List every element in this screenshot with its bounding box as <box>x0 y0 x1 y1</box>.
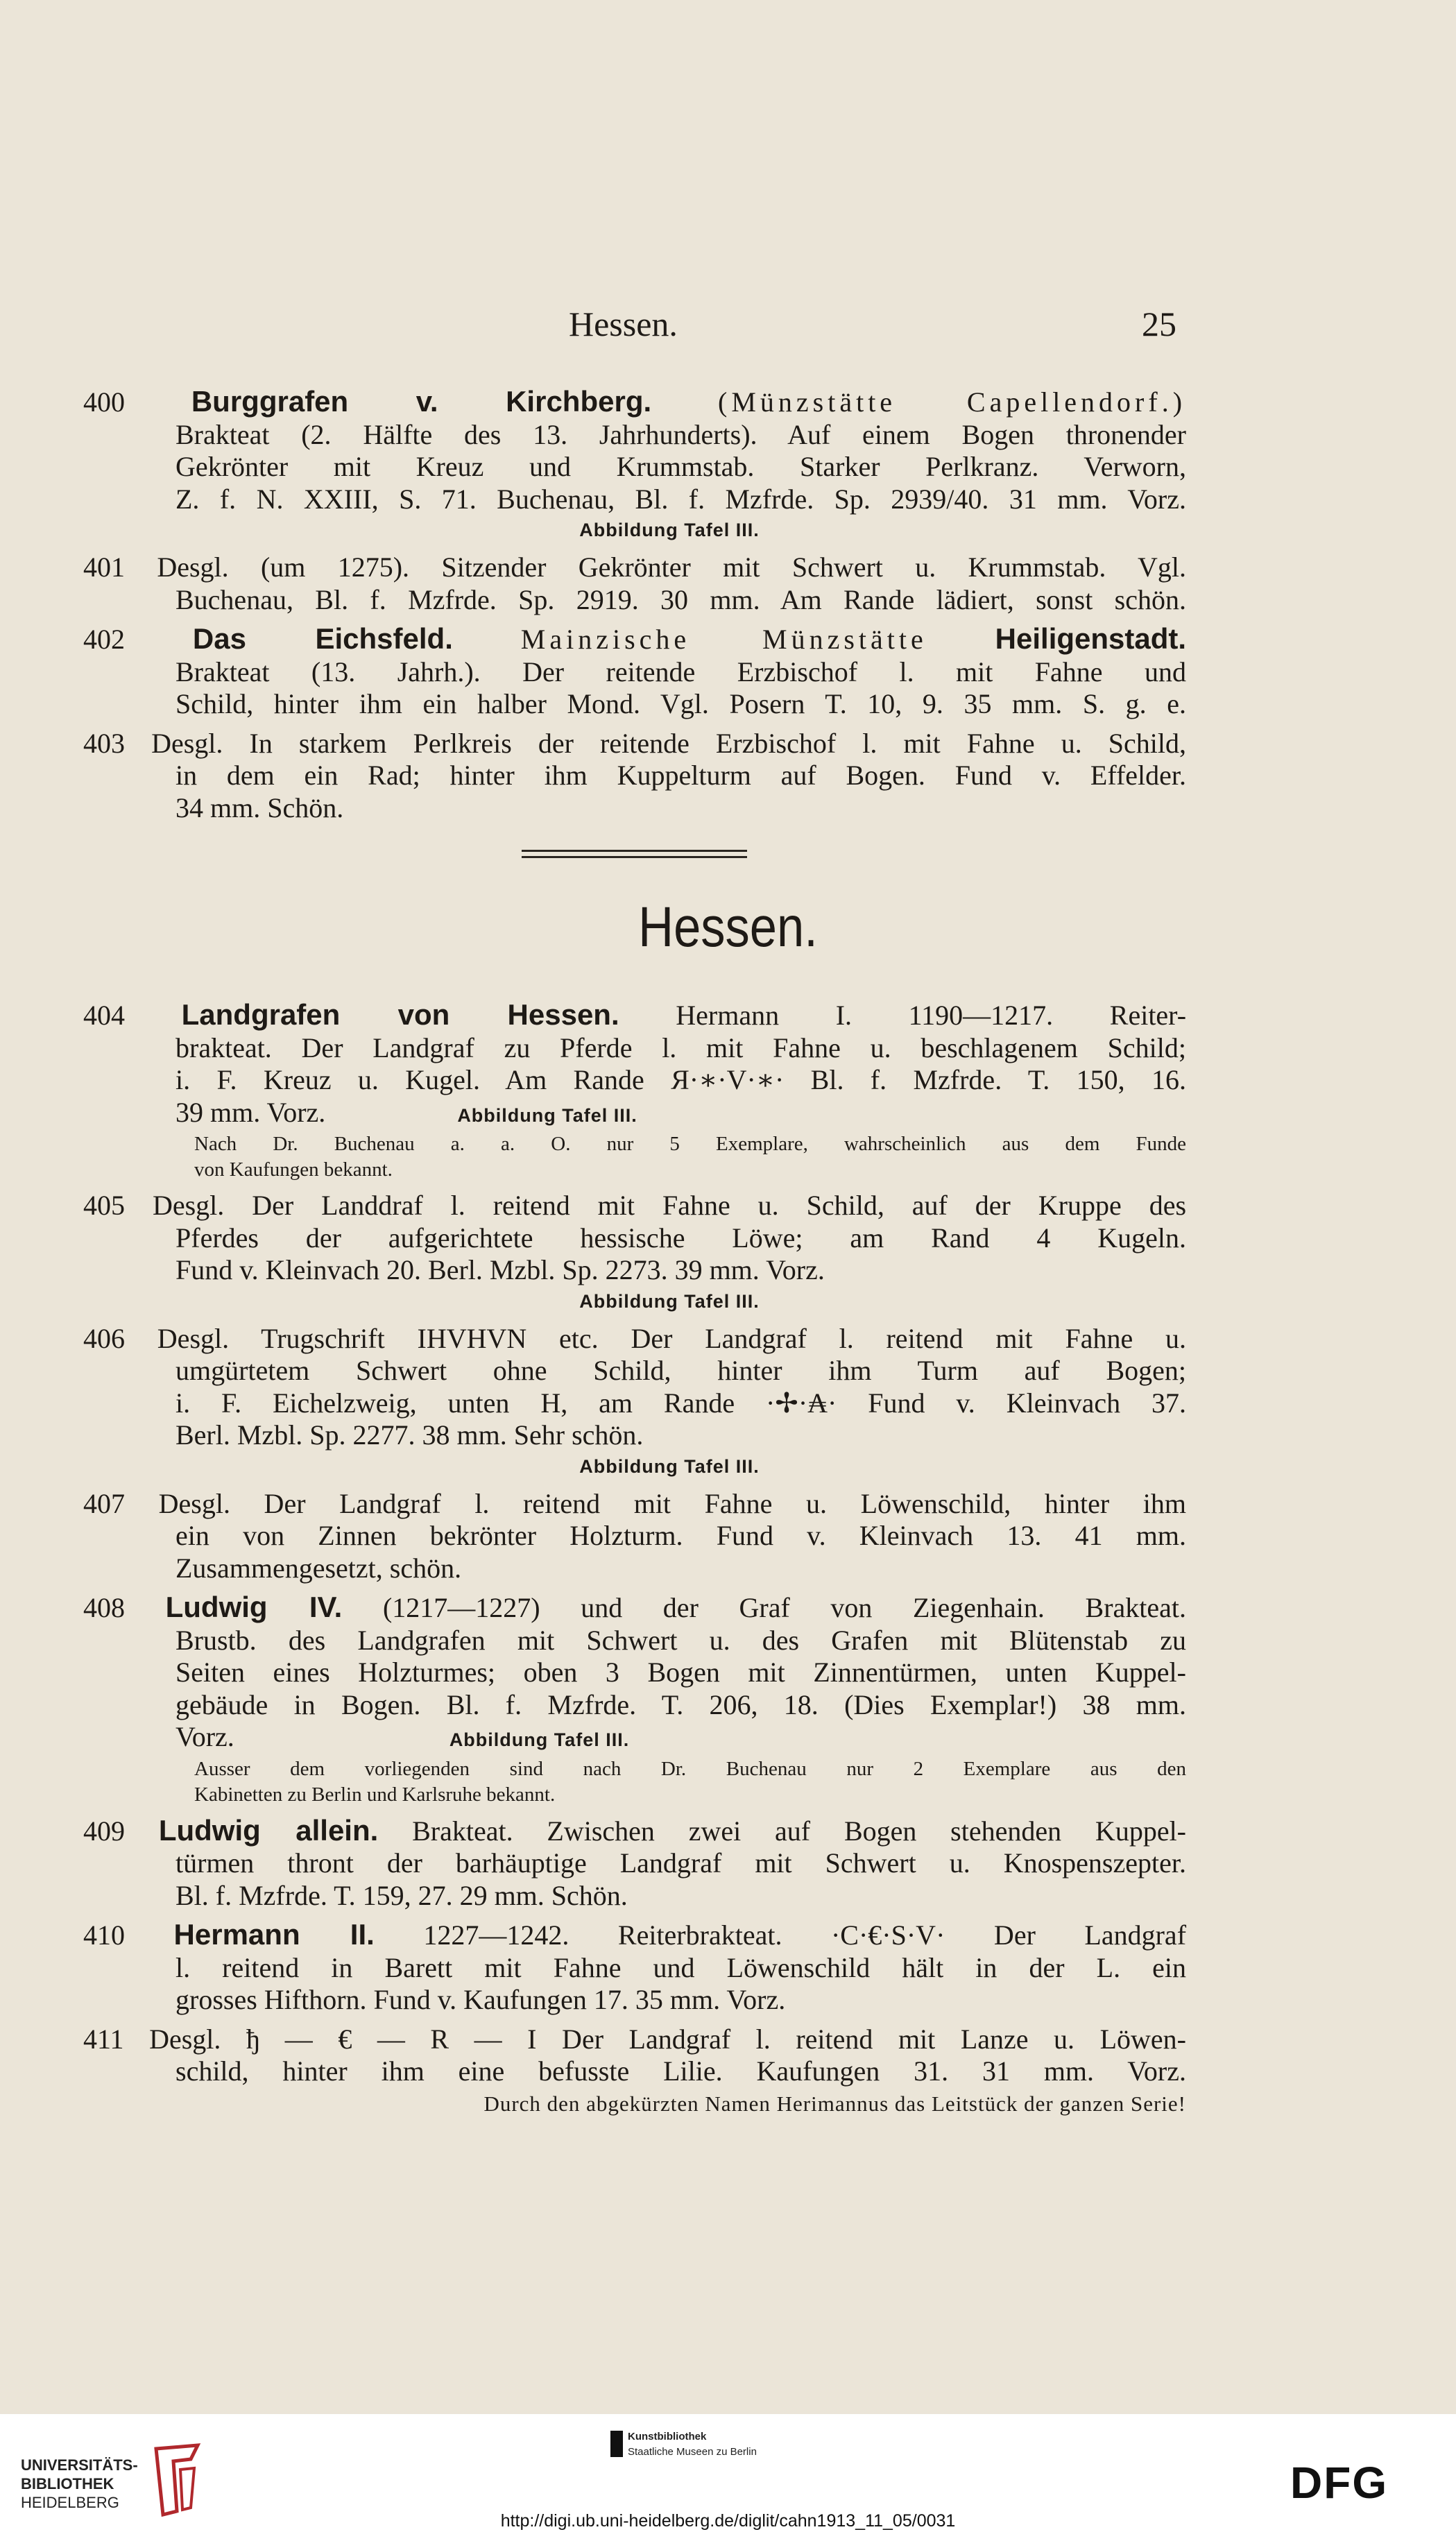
entry-number: 409 <box>83 1815 125 1847</box>
entry-text: i. F. Kreuz u. Kugel. Am Rande Я·∗·V·∗· Bl. f. Mzfrde. T. 150, 16. <box>175 1064 1186 1095</box>
entry-text: Hermann I. 1190—1217. Reiter- <box>676 1000 1187 1031</box>
note-text: Nach Dr. Buchenau a. a. O. nur 5 Exemplare, wahrscheinlich aus dem Funde <box>194 1133 1186 1155</box>
entry-text: Mainzische Münzstätte <box>520 624 927 655</box>
entry-text: Pferdes der aufgerichtete hessische Löwe; am Rand 4 Kugeln. <box>175 1222 1186 1254</box>
entry-text: Brakteat (2. Hälfte des 13. Jahrhunderts). Auf einem Bogen thronender <box>175 418 1186 450</box>
entry-heading: Ludwig IV. <box>165 1591 343 1623</box>
page-number: 25 <box>1142 305 1176 343</box>
entry-text: brakteat. Der Landgraf zu Pferde l. mit Fahne u. beschlagenem Schild; <box>175 1032 1186 1063</box>
kb-logo-line: Staatliche Museen zu Berlin <box>628 2446 757 2458</box>
catalog-entry-407 <box>83 1488 1186 1585</box>
kunstbibliothek-logo-icon <box>610 2431 623 2457</box>
catalog-entry-410 <box>83 1919 1186 2017</box>
entry-number: 404 <box>83 1000 125 1031</box>
entry-text: i. F. Eichelzweig, unten H, am Rande ·✢·₳· Fund v. Kleinvach 37. <box>175 1387 1186 1419</box>
plate-reference: Abbildung Tafel III. <box>579 520 760 540</box>
plate-reference: Abbildung Tafel III. <box>579 1455 760 1477</box>
entry-heading: Heiligenstadt. <box>995 622 1187 655</box>
catalog-lower <box>83 999 1186 2127</box>
entry-text: Berl. Mzbl. Sp. 2277. 38 mm. Sehr schön. <box>175 1419 644 1451</box>
ub-logo-line: HEIDELBERG <box>21 2494 119 2511</box>
entry-text: Desgl. Der Landgraf l. reitend mit Fahne u. Löwenschild, hinter ihm <box>158 1487 1187 1519</box>
entry-note <box>83 1131 1186 1183</box>
ub-logo-line: UNIVERSITÄTS- <box>21 2456 138 2474</box>
entry-text: 34 mm. Schön. <box>175 792 344 823</box>
plate-reference: Abbildung Tafel III. <box>457 1104 637 1126</box>
digitization-footer <box>0 2414 1456 2541</box>
entry-number: 401 <box>83 551 125 583</box>
entry-text: (1217—1227) und der Graf von Ziegenhain. Brakteat. <box>382 1592 1187 1623</box>
catalog-entry-401 <box>83 551 1186 616</box>
entry-text: Schild, hinter ihm ein halber Mond. Vgl. Posern T. 10, 9. 35 mm. S. g. e. <box>175 688 1186 719</box>
entry-text: Seiten eines Holzturmes; oben 3 Bogen mit Zinnentürmen, unten Kuppel- <box>175 1657 1186 1688</box>
entry-text: Brakteat (13. Jahrh.). Der reitende Erzbischof l. mit Fahne und <box>175 656 1186 687</box>
entry-text: Z. f. N. XXIII, S. 71. Buchenau, Bl. f. Mzfrde. Sp. 2939/40. 31 mm. Vorz. <box>175 483 1186 515</box>
entry-number: 410 <box>83 1919 125 1951</box>
ub-heidelberg-logo[interactable] <box>21 2456 138 2512</box>
entry-heading: Das Eichsfeld. <box>192 622 453 655</box>
plate-reference: Abbildung Tafel III. <box>579 1290 760 1312</box>
entry-text: grosses Hifthorn. Fund v. Kaufungen 17. 35 mm. Vorz. <box>175 1984 786 2015</box>
entry-text: (Münzstätte Capellendorf.) <box>718 386 1187 418</box>
entry-number: 408 <box>83 1592 125 1623</box>
entry-text: in dem ein Rad; hinter ihm Kuppelturm auf Bogen. Fund v. Effelder. <box>175 760 1186 791</box>
entry-number: 400 <box>83 386 125 418</box>
entry-number: 407 <box>83 1487 125 1519</box>
catalog-upper <box>83 386 1186 831</box>
ub-logo-line: BIBLIOTHEK <box>21 2475 114 2492</box>
entry-text: Brustb. des Landgrafen mit Schwert u. des Grafen mit Blütenstab zu <box>175 1624 1186 1656</box>
plate-reference: Abbildung Tafel III. <box>449 1729 630 1750</box>
running-head-title: Hessen. <box>569 305 678 343</box>
entry-text: Desgl. In starkem Perlkreis der reitende Erzbischof l. mit Fahne u. Schild, <box>151 727 1187 759</box>
catalog-entry-411 <box>83 2024 1186 2121</box>
entry-number: 406 <box>83 1322 125 1354</box>
entry-text: Brakteat. Zwischen zwei auf Bogen stehenden Kuppel- <box>412 1815 1187 1847</box>
entry-number: 403 <box>83 727 125 759</box>
catalog-entry-406 <box>83 1323 1186 1481</box>
running-head <box>0 304 1456 345</box>
catalog-entry-404 <box>83 999 1186 1183</box>
entry-text: 39 mm. Vorz. <box>175 1096 326 1128</box>
entry-number: 411 <box>83 2023 124 2055</box>
entry-note <box>83 1756 1186 1808</box>
catalog-entry-408 <box>83 1591 1186 1808</box>
note-text: von Kaufungen bekannt. <box>194 1158 393 1181</box>
catalog-entry-405 <box>83 1190 1186 1316</box>
kb-logo-line: Kunstbibliothek <box>628 2431 707 2442</box>
series-note: Durch den abgekürzten Namen Herimannus das Leitstück der ganzen Serie! <box>483 2091 1186 2116</box>
entry-text: türmen thront der barhäuptige Landgraf mit Schwert u. Knospenszepter. <box>175 1847 1186 1879</box>
entry-number: 402 <box>83 624 125 655</box>
entry-text: 1227—1242. Reiterbrakteat. ·C·€·S·V· Der Landgraf <box>423 1919 1187 1951</box>
entry-text: Bl. f. Mzfrde. T. 159, 27. 29 mm. Schön. <box>175 1879 628 1911</box>
dfg-logo[interactable]: DFG <box>1290 2458 1389 2508</box>
catalog-entry-403 <box>83 728 1186 825</box>
catalog-entry-409 <box>83 1815 1186 1913</box>
entry-text: umgürtetem Schwert ohne Schild, hinter ihm Turm auf Bogen; <box>175 1355 1186 1386</box>
entry-text: Desgl. ђ — € — R — I Der Landgraf l. reitend mit Lanze u. Löwen- <box>149 2023 1186 2055</box>
entry-text: gebäude in Bogen. Bl. f. Mzfrde. T. 206, 18. (Dies Exemplar!) 38 mm. <box>175 1688 1186 1720</box>
kunstbibliothek-logo[interactable] <box>628 2429 757 2460</box>
permalink-url[interactable]: http://digi.ub.uni-heidelberg.de/diglit/cahn1913_11_05/0031 <box>500 2511 956 2531</box>
ub-logo-mark-icon <box>149 2442 205 2518</box>
entry-text: Fund v. Kleinvach 20. Berl. Mzbl. Sp. 2273. 39 mm. Vorz. <box>175 1254 825 1285</box>
section-title: Hessen. <box>638 896 818 959</box>
entry-text: Desgl. (um 1275). Sitzender Gekrönter mit Schwert u. Krummstab. Vgl. <box>157 551 1187 583</box>
catalog-entry-402 <box>83 623 1186 721</box>
divider-rule <box>522 856 747 858</box>
section-divider <box>522 850 747 862</box>
entry-number: 405 <box>83 1190 125 1221</box>
entry-text: Desgl. Trugschrift IHVHVN etc. Der Landgraf l. reitend mit Fahne u. <box>157 1322 1187 1354</box>
note-text: Ausser dem vorliegenden sind nach Dr. Buchenau nur 2 Exemplare aus den <box>194 1757 1186 1780</box>
entry-text: Desgl. Der Landdraf l. reitend mit Fahne u. Schild, auf der Kruppe des <box>152 1190 1187 1221</box>
entry-text: Zusammengesetzt, schön. <box>175 1552 462 1584</box>
entry-text: ein von Zinnen bekrönter Holzturm. Fund v. Kleinvach 13. 41 mm. <box>175 1520 1186 1551</box>
catalog-entry-400 <box>83 386 1186 545</box>
entry-text: Vorz. <box>175 1721 234 1752</box>
entry-heading: Landgrafen von Hessen. <box>181 998 619 1031</box>
note-text: Kabinetten zu Berlin und Karlsruhe bekannt. <box>194 1783 556 1806</box>
divider-rule <box>522 850 747 852</box>
entry-text: Buchenau, Bl. f. Mzfrde. Sp. 2919. 30 mm. Am Rande lädiert, sonst schön. <box>175 583 1186 615</box>
entry-heading: Hermann II. <box>173 1918 375 1951</box>
entry-text: Gekrönter mit Kreuz und Krummstab. Starker Perlkranz. Verworn, <box>175 451 1186 482</box>
entry-heading: Ludwig allein. <box>158 1813 379 1847</box>
entry-text: l. reitend in Barett mit Fahne und Löwenschild hält in der L. ein <box>175 1951 1186 1983</box>
entry-heading: Burggrafen v. Kirchberg. <box>191 385 652 418</box>
entry-text: schild, hinter ihm eine befusste Lilie. Kaufungen 31. 31 mm. Vorz. <box>175 2055 1186 2087</box>
